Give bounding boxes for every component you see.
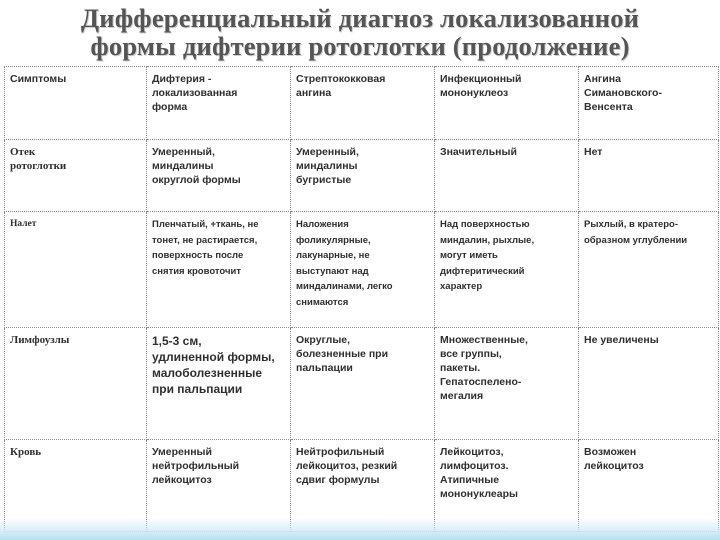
- row-label-lymph-nodes: Лимфоузлы: [5, 328, 147, 440]
- table-cell: Нет: [579, 140, 719, 212]
- table-cell: Наложения фоликулярные, лакунарные, не выступают над миндалинами, легко снимаются: [291, 212, 435, 328]
- table-cell: Умеренный нейтрофильный лейкоцитоз: [147, 440, 291, 532]
- table-cell: Пленчатый, +ткань, не тонет, не растирается, поверхность после снятия кровоточит: [147, 212, 291, 328]
- table-header-row: [5, 67, 719, 140]
- table-cell: Умеренный, миндалины бугристые: [291, 140, 435, 212]
- row-label-blood: Кровь: [5, 440, 147, 532]
- table-cell: Множественные, все группы, пакеты. Гепатоспелено- мегалия: [435, 328, 579, 440]
- table-cell: Нейтрофильный лейкоцитоз, резкий сдвиг формулы: [291, 440, 435, 532]
- table-row: [5, 328, 719, 440]
- table-cell: Лейкоцитоз, лимфоцитоз. Атипичные мононуклеары: [435, 440, 579, 532]
- table-cell: 1,5-3 см, удлиненной формы, малоболезненные при пальпации: [147, 328, 291, 440]
- table-cell: Округлые, болезненные при пальпации: [291, 328, 435, 440]
- table-cell: Рыхлый, в кратеро- образном углублении: [579, 212, 719, 328]
- table-cell: Над поверхностью миндалин, рыхлые, могут иметь дифтеритический характер: [435, 212, 579, 328]
- header-cell-diphtheria: Дифтерия - локализованная форма: [147, 67, 291, 140]
- header-cell-symptoms: Симптомы: [5, 67, 147, 140]
- table-row: [5, 140, 719, 212]
- table-cell: Значительный: [435, 140, 579, 212]
- table-cell: Не увеличены: [579, 328, 719, 440]
- title-line-2: формы дифтерии ротоглотки (продолжение): [90, 31, 630, 61]
- bottom-decoration: [0, 518, 720, 540]
- table-cell: Возможен лейкоцитоз: [579, 440, 719, 532]
- row-label-oropharynx-edema: Отек ротоглотки: [5, 140, 147, 212]
- table-row: [5, 212, 719, 328]
- header-cell-strep-angina: Стрептококковая ангина: [291, 67, 435, 140]
- table-cell: Умеренный, миндалины округлой формы: [147, 140, 291, 212]
- slide-title: [10, 4, 710, 60]
- title-line-1: Дифференциальный диагноз локализованной: [80, 3, 640, 33]
- differential-diagnosis-table: [4, 66, 719, 532]
- header-cell-vincent-angina: Ангина Симановского- Венсента: [579, 67, 719, 140]
- row-label-coating: Налет: [5, 212, 147, 328]
- header-cell-mononucleosis: Инфекционный мононуклеоз: [435, 67, 579, 140]
